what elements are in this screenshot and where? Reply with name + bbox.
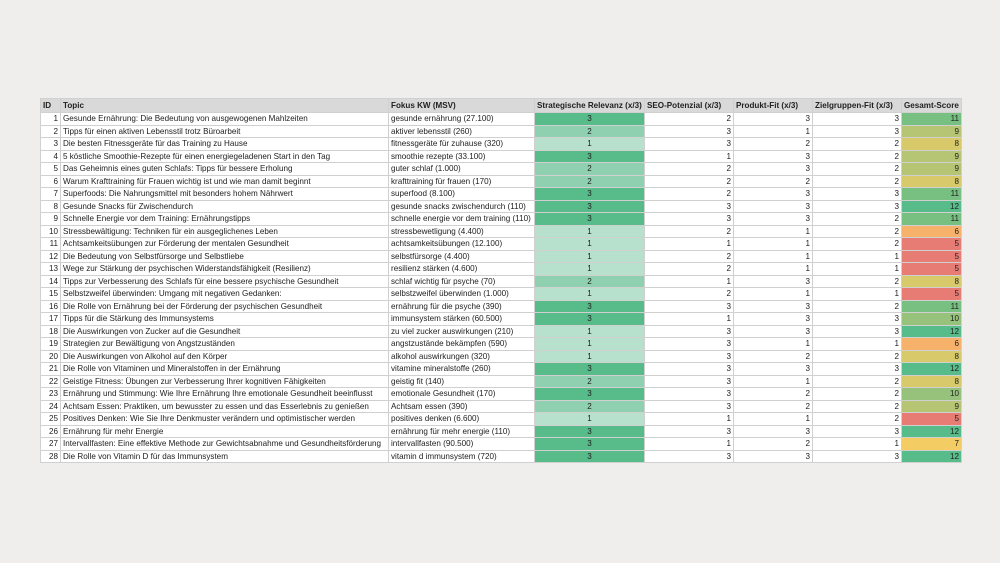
cell-product-fit[interactable]: 3 bbox=[734, 300, 813, 313]
cell-audience-fit[interactable]: 3 bbox=[813, 363, 902, 376]
table-row bbox=[41, 125, 962, 138]
cell-relevance[interactable]: 1 bbox=[535, 350, 645, 363]
cell-relevance[interactable]: 1 bbox=[535, 225, 645, 238]
cell-keyword[interactable]: immunsystem stärken (60.500) bbox=[389, 313, 535, 326]
table-row bbox=[41, 225, 962, 238]
cell-total-score[interactable]: 5 bbox=[902, 288, 962, 301]
cell-id[interactable]: 6 bbox=[41, 175, 61, 188]
cell-audience-fit[interactable]: 3 bbox=[813, 425, 902, 438]
cell-total-score[interactable]: 5 bbox=[902, 263, 962, 276]
cell-keyword[interactable]: emotionale Gesundheit (170) bbox=[389, 388, 535, 401]
cell-relevance[interactable]: 3 bbox=[535, 200, 645, 213]
cell-total-score[interactable]: 12 bbox=[902, 425, 962, 438]
table-row bbox=[41, 163, 962, 176]
cell-topic[interactable]: Gesunde Ernährung: Die Bedeutung von ausgewogenen Mahlzeiten bbox=[61, 113, 389, 126]
cell-id[interactable]: 10 bbox=[41, 225, 61, 238]
cell-product-fit[interactable]: 1 bbox=[734, 375, 813, 388]
cell-product-fit[interactable]: 2 bbox=[734, 438, 813, 451]
table-row bbox=[41, 438, 962, 451]
cell-keyword[interactable]: krafttraining für frauen (170) bbox=[389, 175, 535, 188]
table-row bbox=[41, 413, 962, 426]
cell-audience-fit[interactable]: 1 bbox=[813, 438, 902, 451]
topic-table bbox=[40, 98, 962, 463]
cell-keyword[interactable]: schnelle energie vor dem training (110) bbox=[389, 213, 535, 226]
table-row bbox=[41, 288, 962, 301]
cell-keyword[interactable]: ernährung für die psyche (390) bbox=[389, 300, 535, 313]
cell-product-fit[interactable]: 3 bbox=[734, 163, 813, 176]
cell-seo[interactable]: 2 bbox=[645, 250, 734, 263]
table-row bbox=[41, 350, 962, 363]
cell-seo[interactable]: 1 bbox=[645, 150, 734, 163]
cell-seo[interactable]: 1 bbox=[645, 275, 734, 288]
cell-id[interactable]: 28 bbox=[41, 450, 61, 463]
cell-topic[interactable]: Die Rolle von Ernährung bei der Förderung der psychischen Gesundheit bbox=[61, 300, 389, 313]
cell-product-fit[interactable]: 1 bbox=[734, 225, 813, 238]
cell-product-fit[interactable]: 1 bbox=[734, 338, 813, 351]
cell-topic[interactable]: Achtsam Essen: Praktiken, um bewusster zu essen und das Esserlebnis zu genießen bbox=[61, 400, 389, 413]
cell-product-fit[interactable]: 2 bbox=[734, 400, 813, 413]
cell-keyword[interactable]: Achtsam essen (390) bbox=[389, 400, 535, 413]
table-row bbox=[41, 388, 962, 401]
cell-keyword[interactable]: smoothie rezepte (33.100) bbox=[389, 150, 535, 163]
cell-relevance[interactable]: 3 bbox=[535, 438, 645, 451]
cell-total-score[interactable]: 11 bbox=[902, 300, 962, 313]
cell-keyword[interactable]: gesunde ernährung (27.100) bbox=[389, 113, 535, 126]
cell-topic[interactable]: Tipps zur Verbesserung des Schlafs für eine bessere psychische Gesundheit bbox=[61, 275, 389, 288]
cell-relevance[interactable]: 3 bbox=[535, 300, 645, 313]
cell-id[interactable]: 9 bbox=[41, 213, 61, 226]
cell-keyword[interactable]: schlaf wichtig für psyche (70) bbox=[389, 275, 535, 288]
cell-seo[interactable]: 2 bbox=[645, 175, 734, 188]
cell-relevance[interactable]: 1 bbox=[535, 250, 645, 263]
cell-relevance[interactable]: 3 bbox=[535, 313, 645, 326]
cell-topic[interactable]: Stressbewältigung: Techniken für ein ausgeglichenes Leben bbox=[61, 225, 389, 238]
cell-topic[interactable]: 5 köstliche Smoothie-Rezepte für einen energiegeladenen Start in den Tag bbox=[61, 150, 389, 163]
cell-seo[interactable]: 3 bbox=[645, 138, 734, 151]
cell-id[interactable]: 20 bbox=[41, 350, 61, 363]
cell-keyword[interactable]: intervallfasten (90.500) bbox=[389, 438, 535, 451]
cell-relevance[interactable]: 1 bbox=[535, 413, 645, 426]
cell-total-score[interactable]: 6 bbox=[902, 338, 962, 351]
cell-keyword[interactable]: alkohol auswirkungen (320) bbox=[389, 350, 535, 363]
cell-id[interactable]: 7 bbox=[41, 188, 61, 201]
cell-topic[interactable]: Die Bedeutung von Selbstfürsorge und Selbstliebe bbox=[61, 250, 389, 263]
cell-relevance[interactable]: 2 bbox=[535, 125, 645, 138]
table-row bbox=[41, 300, 962, 313]
cell-seo[interactable]: 3 bbox=[645, 300, 734, 313]
cell-seo[interactable]: 2 bbox=[645, 163, 734, 176]
table-row bbox=[41, 188, 962, 201]
cell-product-fit[interactable]: 3 bbox=[734, 113, 813, 126]
cell-total-score[interactable]: 12 bbox=[902, 325, 962, 338]
cell-topic[interactable]: Die Rolle von Vitamin D für das Immunsystem bbox=[61, 450, 389, 463]
table-row bbox=[41, 375, 962, 388]
cell-topic[interactable]: Positives Denken: Wie Sie Ihre Denkmuster verändern und optimistischer werden bbox=[61, 413, 389, 426]
cell-audience-fit[interactable]: 3 bbox=[813, 325, 902, 338]
cell-keyword[interactable]: achtsamkeitsübungen (12.100) bbox=[389, 238, 535, 251]
table-row bbox=[41, 175, 962, 188]
cell-keyword[interactable]: zu viel zucker auswirkungen (210) bbox=[389, 325, 535, 338]
cell-keyword[interactable]: vitamine mineralstoffe (260) bbox=[389, 363, 535, 376]
cell-product-fit[interactable]: 1 bbox=[734, 288, 813, 301]
cell-topic[interactable]: Schnelle Energie vor dem Training: Ernährungstipps bbox=[61, 213, 389, 226]
cell-id[interactable]: 4 bbox=[41, 150, 61, 163]
cell-relevance[interactable]: 3 bbox=[535, 388, 645, 401]
cell-id[interactable]: 13 bbox=[41, 263, 61, 276]
cell-topic[interactable]: Tipps für einen aktiven Lebensstil trotz Büroarbeit bbox=[61, 125, 389, 138]
cell-seo[interactable]: 2 bbox=[645, 288, 734, 301]
cell-total-score[interactable]: 11 bbox=[902, 113, 962, 126]
cell-relevance[interactable]: 1 bbox=[535, 288, 645, 301]
col-header-seo[interactable]: SEO-Potenzial (x/3) bbox=[645, 99, 734, 113]
cell-product-fit[interactable]: 3 bbox=[734, 325, 813, 338]
cell-total-score[interactable]: 5 bbox=[902, 250, 962, 263]
cell-product-fit[interactable]: 3 bbox=[734, 188, 813, 201]
cell-id[interactable]: 21 bbox=[41, 363, 61, 376]
cell-product-fit[interactable]: 1 bbox=[734, 238, 813, 251]
cell-id[interactable]: 14 bbox=[41, 275, 61, 288]
cell-relevance[interactable]: 1 bbox=[535, 263, 645, 276]
cell-seo[interactable]: 3 bbox=[645, 325, 734, 338]
cell-audience-fit[interactable]: 3 bbox=[813, 113, 902, 126]
cell-total-score[interactable]: 12 bbox=[902, 450, 962, 463]
cell-topic[interactable]: Achtsamkeitsübungen zur Förderung der mentalen Gesundheit bbox=[61, 238, 389, 251]
cell-seo[interactable]: 2 bbox=[645, 188, 734, 201]
cell-topic[interactable]: Das Geheimnis eines guten Schlafs: Tipps für bessere Erholung bbox=[61, 163, 389, 176]
cell-relevance[interactable]: 2 bbox=[535, 175, 645, 188]
cell-topic[interactable]: Warum Krafttraining für Frauen wichtig ist und wie man damit beginnt bbox=[61, 175, 389, 188]
cell-total-score[interactable]: 12 bbox=[902, 200, 962, 213]
cell-product-fit[interactable]: 3 bbox=[734, 363, 813, 376]
cell-relevance[interactable]: 2 bbox=[535, 375, 645, 388]
cell-audience-fit[interactable]: 2 bbox=[813, 350, 902, 363]
col-header-audience-fit[interactable]: Zielgruppen-Fit (x/3) bbox=[813, 99, 902, 113]
cell-topic[interactable]: Wege zur Stärkung der psychischen Widerstandsfähigkeit (Resilienz) bbox=[61, 263, 389, 276]
cell-total-score[interactable]: 11 bbox=[902, 188, 962, 201]
cell-relevance[interactable]: 3 bbox=[535, 425, 645, 438]
table-row bbox=[41, 450, 962, 463]
cell-id[interactable]: 23 bbox=[41, 388, 61, 401]
col-header-topic[interactable]: Topic bbox=[61, 99, 389, 113]
cell-relevance[interactable]: 1 bbox=[535, 338, 645, 351]
cell-audience-fit[interactable]: 1 bbox=[813, 250, 902, 263]
cell-seo[interactable]: 2 bbox=[645, 225, 734, 238]
cell-id[interactable]: 5 bbox=[41, 163, 61, 176]
cell-audience-fit[interactable]: 3 bbox=[813, 125, 902, 138]
cell-relevance[interactable]: 3 bbox=[535, 188, 645, 201]
cell-seo[interactable]: 3 bbox=[645, 400, 734, 413]
table-row bbox=[41, 150, 962, 163]
cell-keyword[interactable]: vitamin d immunsystem (720) bbox=[389, 450, 535, 463]
table-row bbox=[41, 213, 962, 226]
cell-id[interactable]: 24 bbox=[41, 400, 61, 413]
cell-seo[interactable]: 3 bbox=[645, 350, 734, 363]
table-row bbox=[41, 400, 962, 413]
cell-audience-fit[interactable]: 2 bbox=[813, 213, 902, 226]
cell-audience-fit[interactable]: 1 bbox=[813, 288, 902, 301]
col-header-relevance[interactable]: Strategische Relevanz (x/3) bbox=[535, 99, 645, 113]
cell-total-score[interactable]: 9 bbox=[902, 125, 962, 138]
cell-seo[interactable]: 3 bbox=[645, 338, 734, 351]
cell-topic[interactable]: Die Auswirkungen von Zucker auf die Gesundheit bbox=[61, 325, 389, 338]
cell-topic[interactable]: Strategien zur Bewältigung von Angstzuständen bbox=[61, 338, 389, 351]
table-row bbox=[41, 263, 962, 276]
cell-product-fit[interactable]: 3 bbox=[734, 313, 813, 326]
cell-seo[interactable]: 3 bbox=[645, 363, 734, 376]
cell-product-fit[interactable]: 2 bbox=[734, 175, 813, 188]
cell-seo[interactable]: 1 bbox=[645, 238, 734, 251]
cell-topic[interactable]: Geistige Fitness: Übungen zur Verbesserung Ihrer kognitiven Fähigkeiten bbox=[61, 375, 389, 388]
cell-keyword[interactable]: guter schlaf (1.000) bbox=[389, 163, 535, 176]
cell-id[interactable]: 1 bbox=[41, 113, 61, 126]
cell-product-fit[interactable]: 1 bbox=[734, 250, 813, 263]
cell-relevance[interactable]: 3 bbox=[535, 113, 645, 126]
table-row bbox=[41, 338, 962, 351]
cell-seo[interactable]: 1 bbox=[645, 438, 734, 451]
cell-audience-fit[interactable]: 2 bbox=[813, 300, 902, 313]
cell-audience-fit[interactable]: 2 bbox=[813, 375, 902, 388]
table-row bbox=[41, 363, 962, 376]
cell-product-fit[interactable]: 1 bbox=[734, 413, 813, 426]
cell-seo[interactable]: 2 bbox=[645, 113, 734, 126]
cell-audience-fit[interactable]: 2 bbox=[813, 163, 902, 176]
table-row bbox=[41, 275, 962, 288]
table-row bbox=[41, 238, 962, 251]
cell-audience-fit[interactable]: 3 bbox=[813, 188, 902, 201]
cell-id[interactable]: 17 bbox=[41, 313, 61, 326]
cell-relevance[interactable]: 3 bbox=[535, 450, 645, 463]
cell-product-fit[interactable]: 3 bbox=[734, 450, 813, 463]
cell-audience-fit[interactable]: 2 bbox=[813, 175, 902, 188]
cell-topic[interactable]: Ernährung und Stimmung: Wie Ihre Ernährung Ihre emotionale Gesundheit beeinflusst bbox=[61, 388, 389, 401]
cell-seo[interactable]: 3 bbox=[645, 450, 734, 463]
cell-product-fit[interactable]: 3 bbox=[734, 200, 813, 213]
cell-total-score[interactable]: 11 bbox=[902, 213, 962, 226]
cell-seo[interactable]: 3 bbox=[645, 213, 734, 226]
spreadsheet bbox=[40, 98, 962, 463]
cell-total-score[interactable]: 10 bbox=[902, 313, 962, 326]
cell-keyword[interactable]: gesunde snacks zwischendurch (110) bbox=[389, 200, 535, 213]
cell-keyword[interactable]: selbstzweifel überwinden (1.000) bbox=[389, 288, 535, 301]
cell-audience-fit[interactable]: 3 bbox=[813, 313, 902, 326]
cell-keyword[interactable]: resilienz stärken (4.600) bbox=[389, 263, 535, 276]
cell-audience-fit[interactable]: 2 bbox=[813, 400, 902, 413]
table-row bbox=[41, 313, 962, 326]
cell-topic[interactable]: Die besten Fitnessgeräte für das Training zu Hause bbox=[61, 138, 389, 151]
cell-id[interactable]: 19 bbox=[41, 338, 61, 351]
cell-product-fit[interactable]: 1 bbox=[734, 125, 813, 138]
cell-product-fit[interactable]: 3 bbox=[734, 213, 813, 226]
cell-id[interactable]: 15 bbox=[41, 288, 61, 301]
cell-topic[interactable]: Superfoods: Die Nahrungsmittel mit besonders hohem Nährwert bbox=[61, 188, 389, 201]
cell-total-score[interactable]: 8 bbox=[902, 375, 962, 388]
cell-seo[interactable]: 1 bbox=[645, 313, 734, 326]
cell-total-score[interactable]: 8 bbox=[902, 275, 962, 288]
cell-keyword[interactable]: superfood (8.100) bbox=[389, 188, 535, 201]
cell-audience-fit[interactable]: 3 bbox=[813, 200, 902, 213]
cell-topic[interactable]: Die Auswirkungen von Alkohol auf den Körper bbox=[61, 350, 389, 363]
table-row bbox=[41, 325, 962, 338]
cell-total-score[interactable]: 8 bbox=[902, 175, 962, 188]
cell-total-score[interactable]: 8 bbox=[902, 350, 962, 363]
cell-keyword[interactable]: ernährung für mehr energie (110) bbox=[389, 425, 535, 438]
cell-topic[interactable]: Gesunde Snacks für Zwischendurch bbox=[61, 200, 389, 213]
cell-total-score[interactable]: 9 bbox=[902, 150, 962, 163]
cell-relevance[interactable]: 1 bbox=[535, 325, 645, 338]
cell-product-fit[interactable]: 2 bbox=[734, 138, 813, 151]
cell-relevance[interactable]: 3 bbox=[535, 213, 645, 226]
cell-product-fit[interactable]: 1 bbox=[734, 263, 813, 276]
cell-relevance[interactable]: 1 bbox=[535, 238, 645, 251]
cell-id[interactable]: 11 bbox=[41, 238, 61, 251]
cell-keyword[interactable]: stressbewetligung (4.400) bbox=[389, 225, 535, 238]
cell-total-score[interactable]: 5 bbox=[902, 413, 962, 426]
cell-audience-fit[interactable]: 2 bbox=[813, 275, 902, 288]
cell-topic[interactable]: Die Rolle von Vitaminen und Mineralstoffen in der Ernährung bbox=[61, 363, 389, 376]
cell-id[interactable]: 22 bbox=[41, 375, 61, 388]
cell-product-fit[interactable]: 2 bbox=[734, 350, 813, 363]
cell-total-score[interactable]: 9 bbox=[902, 163, 962, 176]
cell-audience-fit[interactable]: 2 bbox=[813, 413, 902, 426]
cell-id[interactable]: 12 bbox=[41, 250, 61, 263]
cell-total-score[interactable]: 10 bbox=[902, 388, 962, 401]
table-row bbox=[41, 113, 962, 126]
cell-topic[interactable]: Selbstzweifel überwinden: Umgang mit negativen Gedanken: bbox=[61, 288, 389, 301]
cell-relevance[interactable]: 2 bbox=[535, 275, 645, 288]
cell-total-score[interactable]: 9 bbox=[902, 400, 962, 413]
cell-seo[interactable]: 3 bbox=[645, 425, 734, 438]
cell-relevance[interactable]: 1 bbox=[535, 138, 645, 151]
cell-audience-fit[interactable]: 3 bbox=[813, 450, 902, 463]
col-header-keyword[interactable]: Fokus KW (MSV) bbox=[389, 99, 535, 113]
cell-audience-fit[interactable]: 2 bbox=[813, 138, 902, 151]
cell-audience-fit[interactable]: 1 bbox=[813, 263, 902, 276]
table-row bbox=[41, 425, 962, 438]
cell-seo[interactable]: 3 bbox=[645, 200, 734, 213]
table-row bbox=[41, 200, 962, 213]
cell-id[interactable]: 8 bbox=[41, 200, 61, 213]
table-row bbox=[41, 250, 962, 263]
cell-topic[interactable]: Ernährung für mehr Energie bbox=[61, 425, 389, 438]
cell-topic[interactable]: Tipps für die Stärkung des Immunsystems bbox=[61, 313, 389, 326]
cell-seo[interactable]: 1 bbox=[645, 413, 734, 426]
cell-keyword[interactable]: geistig fit (140) bbox=[389, 375, 535, 388]
cell-seo[interactable]: 2 bbox=[645, 263, 734, 276]
cell-audience-fit[interactable]: 2 bbox=[813, 388, 902, 401]
cell-keyword[interactable]: angstzustände bekämpfen (590) bbox=[389, 338, 535, 351]
cell-product-fit[interactable]: 3 bbox=[734, 275, 813, 288]
cell-relevance[interactable]: 2 bbox=[535, 400, 645, 413]
cell-total-score[interactable]: 7 bbox=[902, 438, 962, 451]
cell-id[interactable]: 25 bbox=[41, 413, 61, 426]
col-header-id[interactable]: ID bbox=[41, 99, 61, 113]
cell-seo[interactable]: 3 bbox=[645, 125, 734, 138]
cell-total-score[interactable]: 8 bbox=[902, 138, 962, 151]
cell-seo[interactable]: 3 bbox=[645, 388, 734, 401]
cell-product-fit[interactable]: 2 bbox=[734, 388, 813, 401]
cell-id[interactable]: 2 bbox=[41, 125, 61, 138]
cell-total-score[interactable]: 12 bbox=[902, 363, 962, 376]
col-header-product-fit[interactable]: Produkt-Fit (x/3) bbox=[734, 99, 813, 113]
cell-keyword[interactable]: positives denken (6.600) bbox=[389, 413, 535, 426]
cell-audience-fit[interactable]: 2 bbox=[813, 238, 902, 251]
cell-audience-fit[interactable]: 2 bbox=[813, 150, 902, 163]
cell-total-score[interactable]: 6 bbox=[902, 225, 962, 238]
header-row bbox=[41, 99, 962, 113]
cell-product-fit[interactable]: 3 bbox=[734, 150, 813, 163]
cell-id[interactable]: 26 bbox=[41, 425, 61, 438]
cell-relevance[interactable]: 3 bbox=[535, 363, 645, 376]
cell-keyword[interactable]: selbstfürsorge (4.400) bbox=[389, 250, 535, 263]
cell-seo[interactable]: 3 bbox=[645, 375, 734, 388]
cell-keyword[interactable]: aktiver lebensstil (260) bbox=[389, 125, 535, 138]
cell-topic[interactable]: Intervallfasten: Eine effektive Methode zur Gewichtsabnahme und Gesundheitsförderung bbox=[61, 438, 389, 451]
cell-relevance[interactable]: 3 bbox=[535, 150, 645, 163]
col-header-total-score[interactable]: Gesamt-Score bbox=[902, 99, 962, 113]
cell-id[interactable]: 3 bbox=[41, 138, 61, 151]
cell-audience-fit[interactable]: 2 bbox=[813, 225, 902, 238]
cell-relevance[interactable]: 2 bbox=[535, 163, 645, 176]
cell-audience-fit[interactable]: 1 bbox=[813, 338, 902, 351]
cell-product-fit[interactable]: 3 bbox=[734, 425, 813, 438]
cell-id[interactable]: 27 bbox=[41, 438, 61, 451]
cell-id[interactable]: 18 bbox=[41, 325, 61, 338]
cell-keyword[interactable]: fitnessgeräte für zuhause (320) bbox=[389, 138, 535, 151]
table-row bbox=[41, 138, 962, 151]
cell-total-score[interactable]: 5 bbox=[902, 238, 962, 251]
cell-id[interactable]: 16 bbox=[41, 300, 61, 313]
